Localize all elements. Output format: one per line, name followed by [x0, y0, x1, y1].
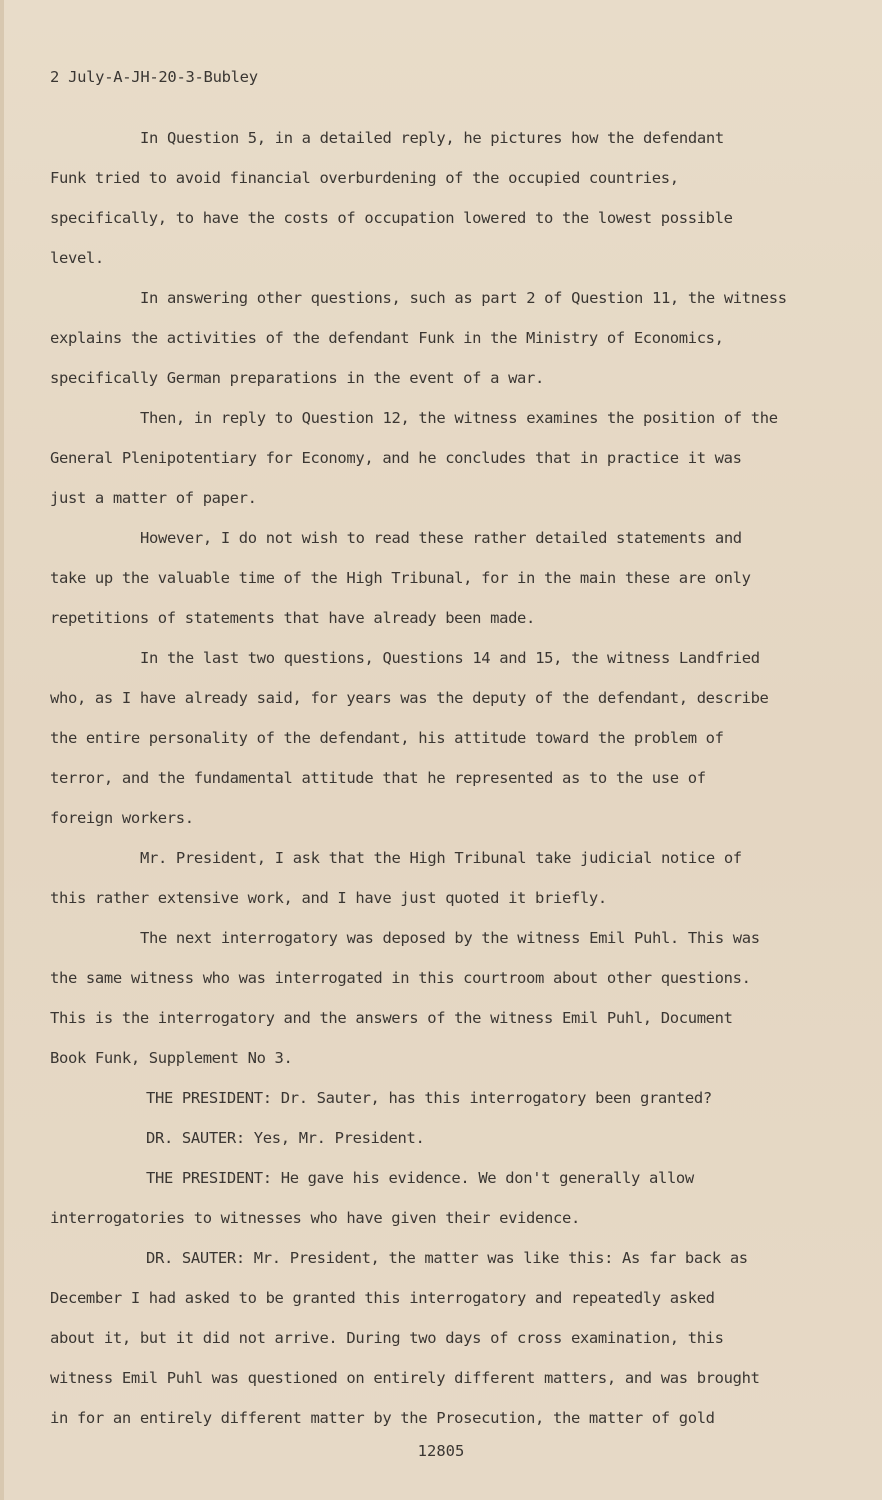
- text-line-2: Funk tried to avoid financial overburdening of the occupied countries,: [50, 169, 679, 187]
- text-line-4: level.: [50, 249, 104, 267]
- text-line-17: terror, and the fundamental attitude that he represented as to the use of: [50, 769, 706, 787]
- document-reference: 2 July-A-JH-20-3-Bubley: [50, 68, 258, 86]
- text-line-10: just a matter of paper.: [50, 489, 257, 507]
- text-line-15: who, as I have already said, for years was the deputy of the defendant, describe: [50, 689, 769, 707]
- text-line-26: DR. SAUTER: Yes, Mr. President.: [146, 1129, 425, 1147]
- text-line-11: However, I do not wish to read these rather detailed statements and: [140, 529, 742, 547]
- text-line-6: explains the activities of the defendant Funk in the Ministry of Economics,: [50, 329, 724, 347]
- text-line-8: Then, in reply to Question 12, the witness examines the position of the: [140, 409, 778, 427]
- text-line-21: The next interrogatory was deposed by the witness Emil Puhl. This was: [140, 929, 760, 947]
- text-line-13: repetitions of statements that have already been made.: [50, 609, 536, 627]
- text-line-28: interrogatories to witnesses who have given their evidence.: [50, 1209, 580, 1227]
- text-line-22: the same witness who was interrogated in this courtroom about other questions.: [50, 969, 751, 987]
- text-line-12: take up the valuable time of the High Tribunal, for in the main these are only: [50, 569, 751, 587]
- text-line-14: In the last two questions, Questions 14 and 15, the witness Landfried: [140, 649, 760, 667]
- text-line-19: Mr. President, I ask that the High Tribunal take judicial notice of: [140, 849, 742, 867]
- text-line-20: this rather extensive work, and I have just quoted it briefly.: [50, 889, 607, 907]
- text-line-3: specifically, to have the costs of occupation lowered to the lowest possible: [50, 209, 733, 227]
- text-line-23: This is the interrogatory and the answers of the witness Emil Puhl, Document: [50, 1009, 733, 1027]
- transcript-body: [50, 118, 840, 1438]
- text-line-24: Book Funk, Supplement No 3.: [50, 1049, 293, 1067]
- text-line-16: the entire personality of the defendant, his attitude toward the problem of: [50, 729, 724, 747]
- text-line-9: General Plenipotentiary for Economy, and he concludes that in practice it was: [50, 449, 742, 467]
- text-line-32: witness Emil Puhl was questioned on entirely different matters, and was brought: [50, 1369, 760, 1387]
- text-line-31: about it, but it did not arrive. During two days of cross examination, this: [50, 1329, 724, 1347]
- text-line-27: THE PRESIDENT: He gave his evidence. We don't generally allow: [146, 1169, 694, 1187]
- text-line-18: foreign workers.: [50, 809, 194, 827]
- page-edge: [0, 0, 4, 1500]
- text-line-30: December I had asked to be granted this interrogatory and repeatedly asked: [50, 1289, 715, 1307]
- text-line-1: In Question 5, in a detailed reply, he pictures how the defendant: [140, 129, 724, 147]
- text-line-25: THE PRESIDENT: Dr. Sauter, has this interrogatory been granted?: [146, 1089, 712, 1107]
- text-line-29: DR. SAUTER: Mr. President, the matter was like this: As far back as: [146, 1249, 748, 1267]
- text-line-7: specifically German preparations in the event of a war.: [50, 369, 544, 387]
- text-line-33: in for an entirely different matter by the Prosecution, the matter of gold: [50, 1409, 715, 1427]
- page-number: 12805: [417, 1442, 465, 1460]
- text-line-5: In answering other questions, such as part 2 of Question 11, the witness: [140, 289, 787, 307]
